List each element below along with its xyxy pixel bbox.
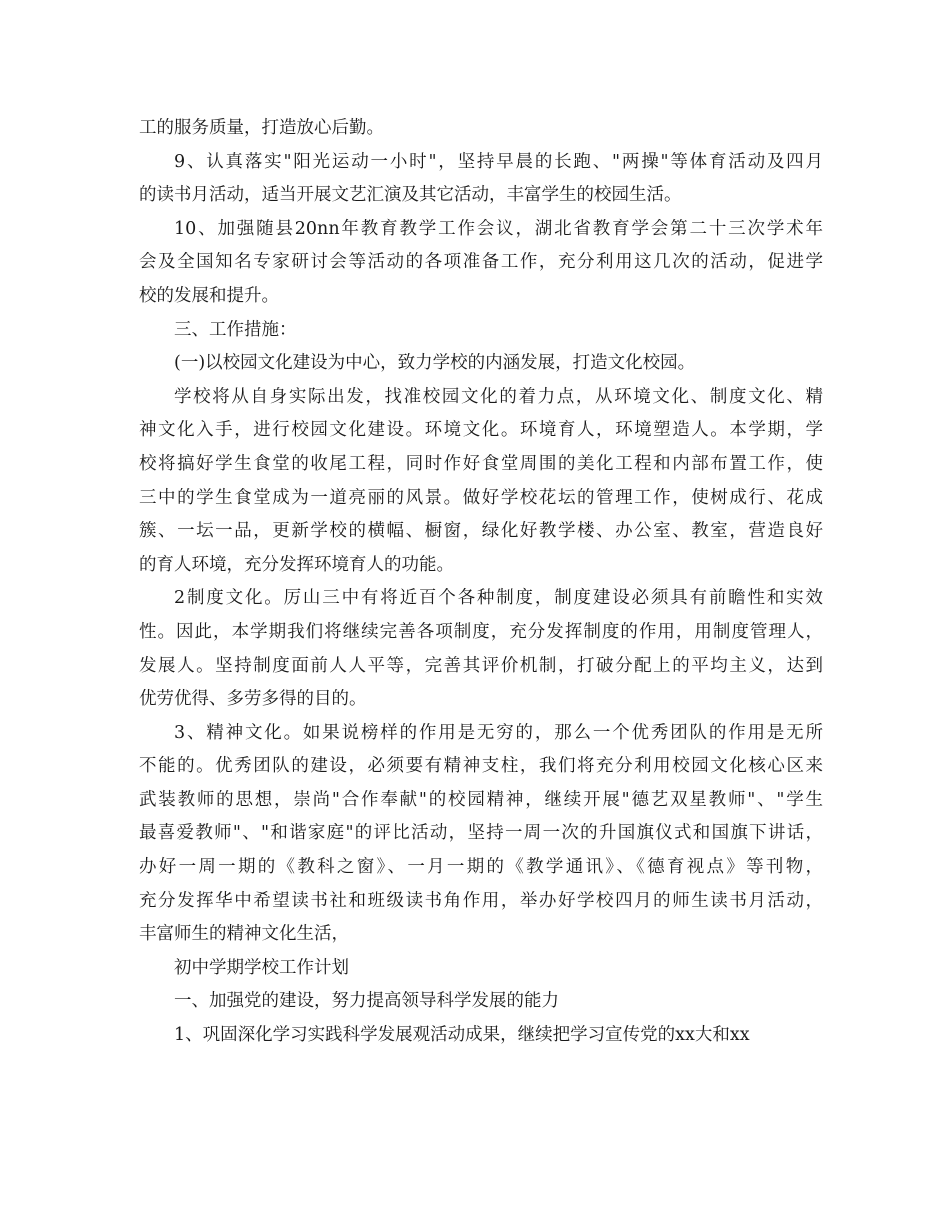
text-line: 的读书月活动，适当开展文艺汇演及其它活动，丰富学生的校园生活。 — [139, 185, 682, 206]
paragraph — [139, 213, 823, 314]
paragraph — [139, 952, 823, 986]
text-line: 三中的学生食堂成为一道亮丽的风景。做好学校花坛的管理工作，使树成行、花成 — [139, 487, 823, 508]
text-line: 10、加强随县20nn年教育教学工作会议，湖北省教育学会第二十三次学术年 — [174, 218, 823, 239]
text-line: 发展人。坚持制度面前人人平等，完善其评价机制，打破分配上的平均主义，达到 — [139, 655, 823, 676]
text-line: 不能的。优秀团队的建设，必须要有精神支柱，我们将充分利用校园文化核心区来 — [139, 756, 823, 777]
text-line: 三、工作措施： — [174, 319, 297, 340]
text-line: 武装教师的思想，崇尚"合作奉献"的校园精神，继续开展"德艺双星教师"、"学生 — [139, 789, 823, 810]
paragraph — [139, 112, 823, 146]
text-line: 办好一周一期的《教科之窗》、一月一期的《教学通讯》、《德育视点》等刊物， — [139, 857, 823, 878]
text-line: 一、加强党的建设，努力提高领导科学发展的能力 — [174, 991, 559, 1012]
paragraph — [139, 146, 823, 213]
paragraph — [139, 1019, 823, 1053]
text-line: 的育人环境，充分发挥环境育人的功能。 — [139, 554, 454, 575]
text-line: 性。因此，本学期我们将继续完善各项制度，充分发挥制度的作用，用制度管理人， — [139, 621, 823, 642]
text-line: 工的服务质量，打造放心后勤。 — [139, 118, 384, 138]
text-line: (一)以校园文化建设为中心，致力学校的内涵发展，打造文化校园。 — [174, 353, 696, 374]
text-line: 校的发展和提升。 — [139, 285, 279, 306]
text-line: 充分发挥华中希望读书社和班级读书角作用，举办好学校四月的师生读书月活动， — [139, 890, 823, 911]
paragraph — [139, 582, 823, 716]
text-line: 簇、一坛一品，更新学校的横幅、橱窗，绿化好教学楼、办公室、教室，营造良好 — [139, 521, 823, 542]
text-line: 最喜爱教师"、"和谐家庭"的评比活动，坚持一周一次的升国旗仪式和国旗下讲话， — [139, 823, 823, 844]
paragraph — [139, 314, 823, 348]
paragraph — [139, 717, 823, 952]
text-line: 会及全国知名专家研讨会等活动的各项准备工作，充分利用这几次的活动，促进学 — [139, 252, 823, 273]
text-line: 校将搞好学生食堂的收尾工程，同时作好食堂周围的美化工程和内部布置工作，使 — [139, 453, 823, 474]
document-body — [139, 112, 823, 1053]
text-line: 学校将从自身实际出发，找准校园文化的着力点，从环境文化、制度文化、精 — [174, 386, 823, 407]
paragraph — [139, 381, 823, 583]
text-line: 1、巩固深化学习实践科学发展观活动成果，继续把学习宣传党的xx大和xx — [174, 1025, 750, 1046]
text-line: 9、认真落实"阳光运动一小时"，坚持早晨的长跑、"两操"等体育活动及四月 — [174, 151, 823, 172]
text-line: 优劳优得、多劳多得的目的。 — [139, 689, 367, 710]
paragraph — [139, 347, 823, 381]
text-line: 2制度文化。厉山三中有将近百个各种制度，制度建设必须具有前瞻性和实效 — [174, 588, 823, 609]
text-line: 3、精神文化。如果说榜样的作用是无穷的，那么一个优秀团队的作用是无所 — [174, 722, 823, 743]
text-line: 丰富师生的精神文化生活， — [139, 924, 349, 945]
text-line: 神文化入手，进行校园文化建设。环境文化。环境育人，环境塑造人。本学期，学 — [139, 420, 823, 441]
text-line: 初中学期学校工作计划 — [174, 957, 349, 978]
paragraph — [139, 985, 823, 1019]
